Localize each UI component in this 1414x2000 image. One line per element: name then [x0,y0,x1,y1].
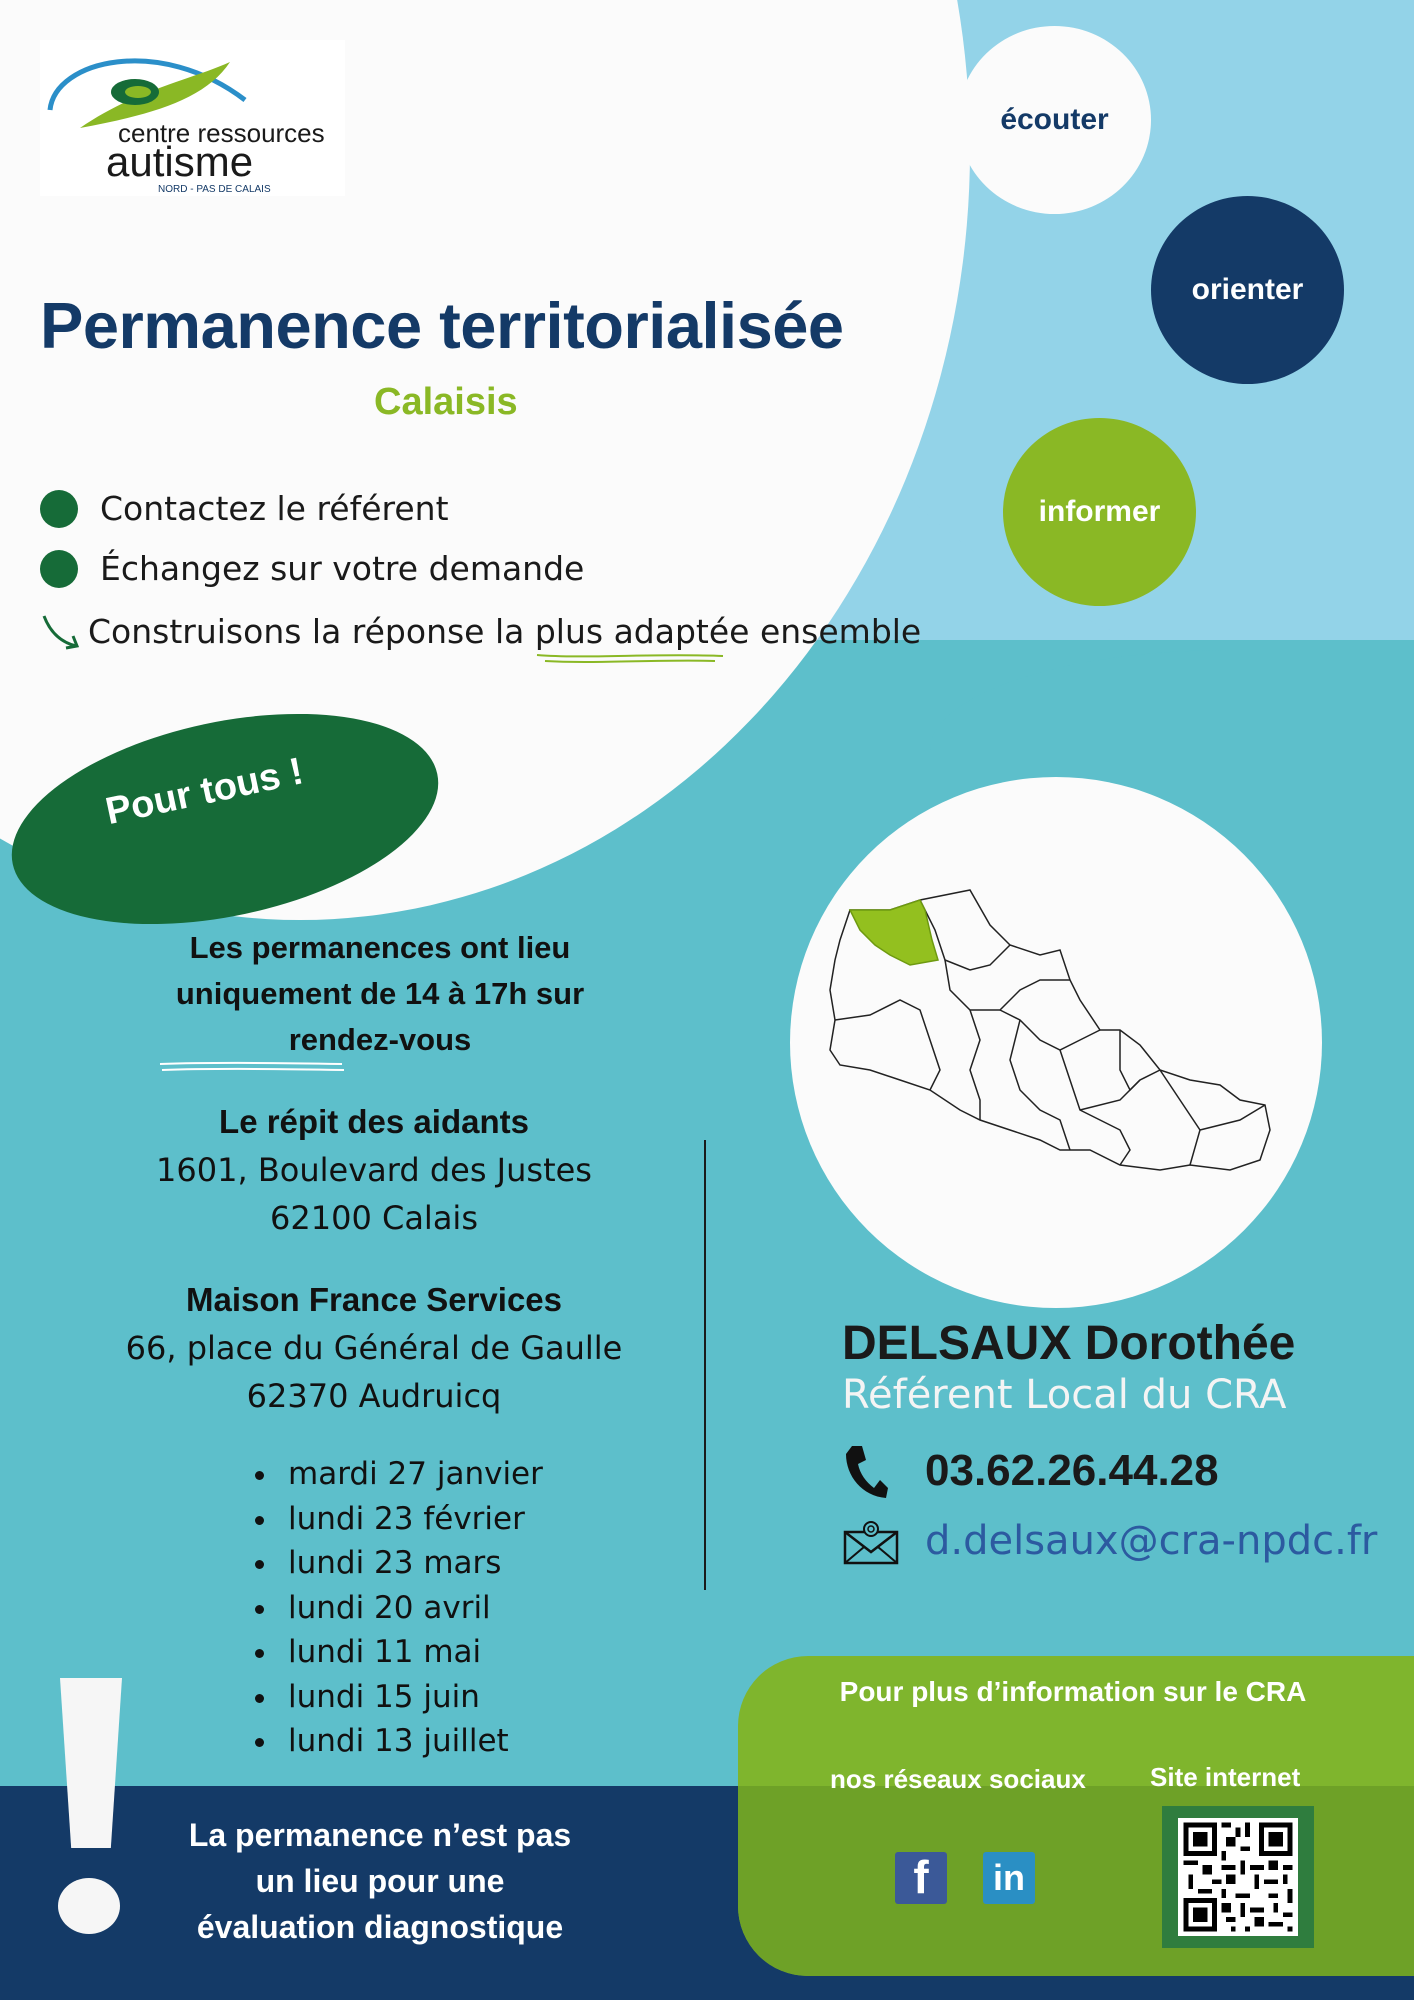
date-item: • lundi 20 avril [280,1586,543,1631]
step-3-highlight-text: plus adaptée [534,611,750,651]
location-2-city: 62370 Audruicq [246,1377,502,1415]
email-link[interactable]: d.delsaux@cra-npdc.fr [925,1518,1378,1564]
page-subtitle: Calaisis [374,381,518,423]
vertical-divider [704,1140,706,1590]
location-1 [94,1098,654,1242]
logo-swoosh-icon [40,40,345,196]
contact-name: DELSAUX Dorothée [842,1317,1296,1370]
permanence-line-3: rendez-vous [288,1022,472,1057]
step-2-text: Échangez sur votre demande [100,549,585,588]
contact-role: Référent Local du CRA [842,1372,1287,1418]
linkedin-icon[interactable]: in [983,1852,1035,1904]
region-map-icon [820,870,1290,1190]
arrow-down-right-icon [40,610,82,652]
location-1-city: 62100 Calais [270,1199,478,1237]
logo-line3: NORD - PAS DE CALAIS [158,184,271,195]
step-3-highlight [535,612,750,651]
location-2-street: 66, place du Général de Gaulle [125,1329,623,1367]
info-box-title: Pour plus d’information sur le CRA [839,1676,1307,1707]
qr-pattern-icon [1178,1818,1298,1936]
exclamation-dot-icon [58,1878,120,1934]
pour-tous-label: Pour tous ! [102,750,307,834]
date-item: • lundi 15 juin [280,1675,543,1720]
circle-orienter-label: orienter [1191,273,1304,306]
step-2 [40,549,584,588]
date-item: • lundi 23 mars [280,1541,543,1586]
step-3-text-end: ensemble [749,611,922,651]
circle-ecouter-label: écouter [1000,103,1109,136]
step-3 [40,610,921,652]
location-1-name: Le répit des aidants [219,1103,529,1140]
highlight-underline-icon [535,649,725,665]
warning-line-2: un lieu pour une [255,1863,505,1899]
bullet-dot-icon [40,550,78,588]
rendez-vous-underline-icon [158,1060,348,1074]
step-1-text: Contactez le référent [100,489,449,528]
step-1 [40,489,449,528]
permanence-line-2: uniquement de 14 à 17h sur [175,976,585,1011]
location-2 [94,1276,654,1420]
facebook-icon[interactable]: f [895,1852,947,1904]
logo-line2: autisme [106,138,254,185]
envelope-icon [842,1520,900,1566]
dates-list [250,1452,543,1764]
date-item: • lundi 23 février [280,1497,543,1542]
date-item: • lundi 13 juillet [280,1719,543,1764]
cra-logo [40,40,345,196]
location-2-name: Maison France Services [185,1281,563,1318]
location-1-street: 1601, Boulevard des Justes [156,1151,592,1189]
circle-ecouter [958,26,1151,214]
warning-line-3: évaluation diagnostique [196,1909,564,1945]
warning-line-1: La permanence n’est pas [188,1817,572,1853]
date-item: • lundi 11 mai [280,1630,543,1675]
permanence-line-1: Les permanences ont lieu [189,930,571,965]
step-3-text-start: Construisons la réponse la [88,611,535,651]
circle-informer [1003,418,1196,606]
website-label: Site internet [1150,1762,1301,1792]
phone-icon [842,1442,890,1502]
circle-orienter [1151,196,1344,384]
phone-number[interactable]: 03.62.26.44.28 [925,1446,1219,1495]
bullet-dot-icon [40,490,78,528]
permanence-hours [120,925,640,1063]
logo-line1: centre ressources [118,118,325,148]
circle-informer-label: informer [1038,495,1161,528]
page-title: Permanence territorialisée [40,289,844,362]
date-item: • mardi 27 janvier [280,1452,543,1497]
qr-code-icon[interactable] [1178,1818,1298,1936]
social-networks-label: nos réseaux sociaux [830,1764,1086,1794]
warning-text [150,1812,610,1950]
